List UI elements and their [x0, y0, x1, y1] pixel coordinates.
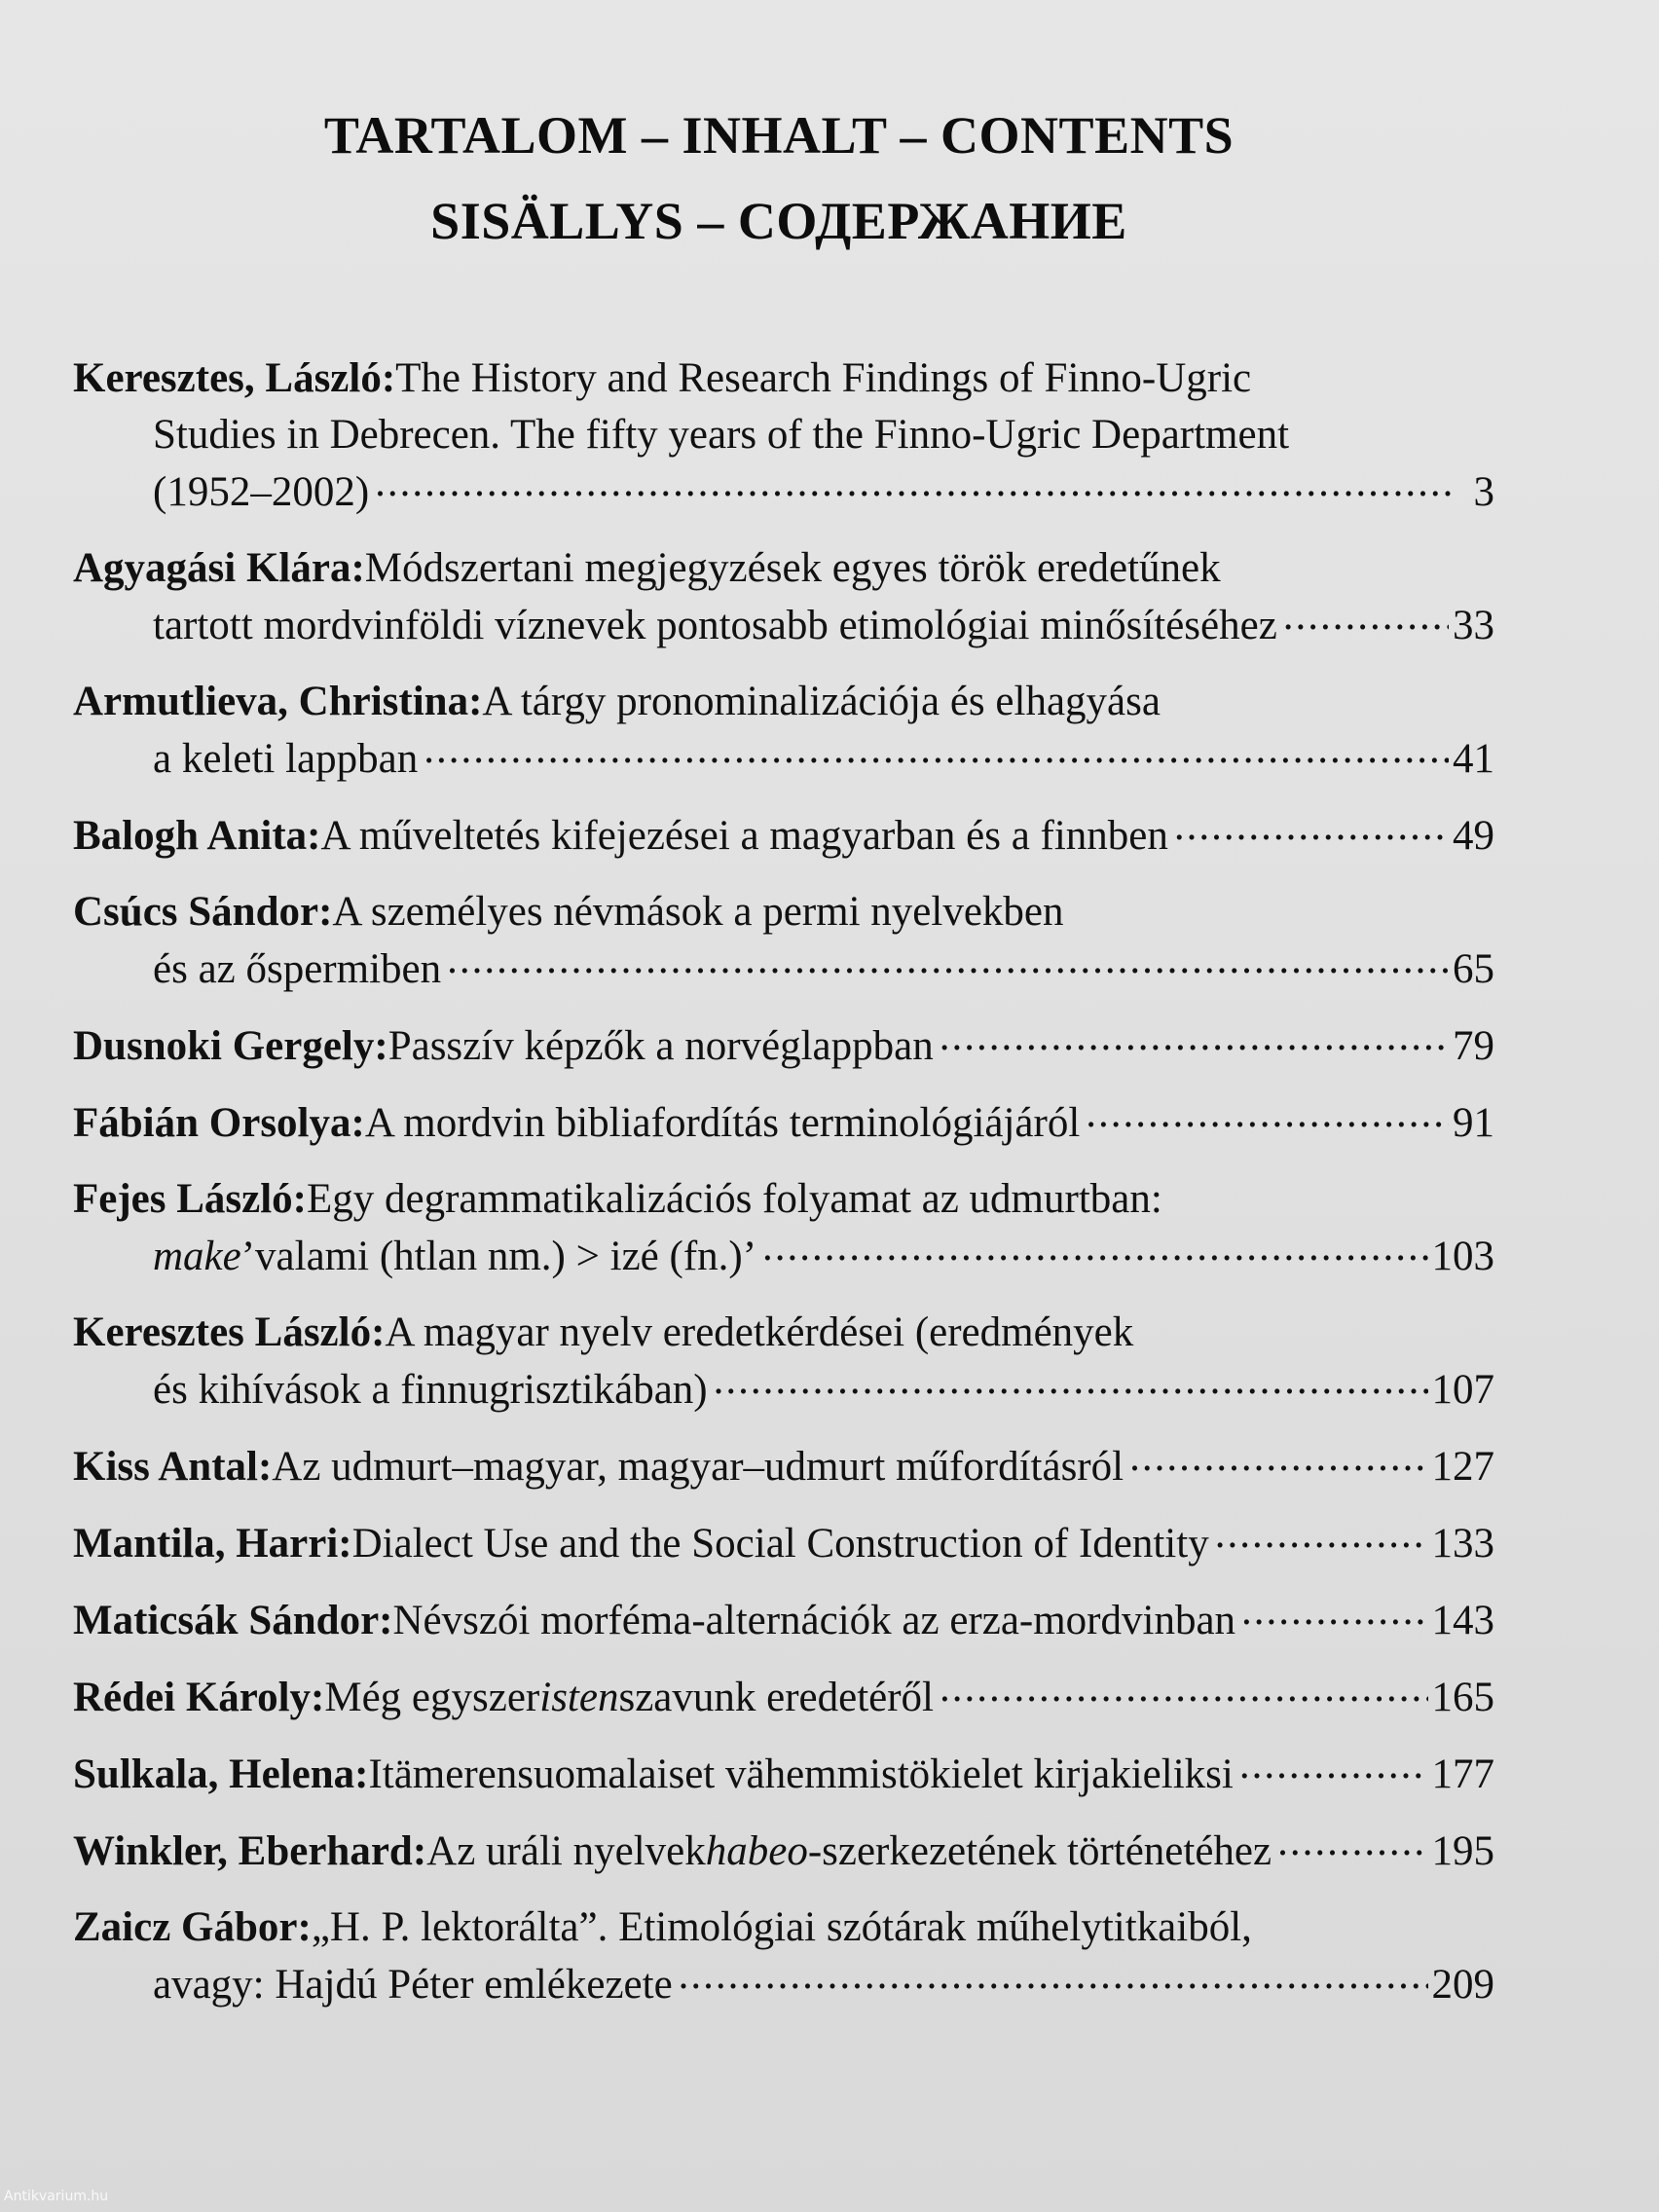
entry-title-continued: és az őspermiben — [153, 946, 442, 992]
entry-page-number: 3 — [1473, 469, 1494, 515]
entry-page-number: 65 — [1453, 946, 1494, 992]
entry-page-number: 127 — [1431, 1444, 1494, 1490]
entry-title: A mordvin bibliafordítás terminológiájáról — [364, 1100, 1081, 1146]
entry-title: Itämerensuomalaiset vähemmistökielet kirjakieliksi — [368, 1751, 1234, 1797]
entry-title: Az udmurt–magyar, magyar–udmurt műfordításról — [272, 1444, 1124, 1490]
table-of-contents — [73, 350, 1494, 2033]
entry-page-number: 107 — [1431, 1367, 1494, 1413]
toc-entry[interactable] — [73, 1017, 1494, 1075]
entry-author: Kiss Antal: — [73, 1444, 273, 1490]
entry-title-italic-word: isten — [539, 1675, 619, 1720]
toc-entry[interactable] — [73, 1823, 1494, 1880]
entry-author: Winkler, Eberhard: — [73, 1828, 427, 1874]
entry-title: A magyar nyelv eredetkérdései (eredmények — [385, 1309, 1134, 1355]
toc-entry[interactable] — [73, 350, 1494, 521]
entry-author: Zaicz Gábor: — [73, 1904, 312, 1950]
entry-page-number: 79 — [1453, 1023, 1494, 1069]
entry-title: A személyes névmások a permi nyelvekben — [332, 889, 1064, 935]
entry-page-number: 209 — [1431, 1962, 1494, 2008]
entry-page-number: 143 — [1431, 1598, 1494, 1643]
entry-title: The History and Research Findings of Finno-Ugric — [395, 355, 1252, 401]
entry-title-continued: (1952–2002) — [153, 469, 370, 515]
entry-title: Módszertani megjegyzések egyes török eredetűnek — [364, 545, 1221, 591]
entry-title-continued: tartott mordvinföldi víznevek pontosabb etimológiai minősítéséhez — [153, 603, 1277, 648]
toc-entry[interactable] — [73, 1094, 1494, 1152]
toc-entry[interactable] — [73, 1171, 1494, 1285]
entry-title: Még egyszer — [324, 1675, 540, 1720]
entry-title-continued: a keleti lappban — [153, 736, 419, 782]
entry-page-number: 103 — [1431, 1234, 1494, 1279]
dot-leader — [1239, 1746, 1428, 1788]
entry-author: Fejes László: — [73, 1176, 308, 1222]
entry-page-number: 49 — [1453, 813, 1494, 859]
entry-page-number: 177 — [1431, 1751, 1494, 1797]
page-subtitle: SISÄLLYS – СОДЕРЖАНИЕ — [430, 192, 1127, 250]
entry-author: Dusnoki Gergely: — [73, 1023, 388, 1069]
entry-page-number: 91 — [1453, 1100, 1494, 1146]
entry-page-number: 41 — [1453, 736, 1494, 782]
entry-author: Mantila, Harri: — [73, 1521, 352, 1567]
toc-entry[interactable] — [73, 1746, 1494, 1803]
dot-leader — [940, 1017, 1449, 1059]
entry-title-continued: és kihívások a finnugrisztikában) — [153, 1367, 708, 1413]
entry-title: Passzív képzők a norvéglappban — [387, 1023, 934, 1069]
toc-entry[interactable] — [73, 1515, 1494, 1572]
entry-title: A műveltetés kifejezései a magyarban és a finnben — [320, 813, 1168, 859]
dot-leader — [1241, 1592, 1427, 1634]
entry-title-continued: Studies in Debrecen. The fifty years of the Finno-Ugric Department — [153, 412, 1290, 458]
dot-leader — [1277, 1823, 1427, 1864]
entry-page-number: 195 — [1431, 1828, 1494, 1874]
entry-title-italic-word: make — [153, 1234, 241, 1279]
entry-author: Keresztes, László: — [73, 355, 396, 401]
entry-author: Agyagási Klára: — [73, 545, 365, 591]
toc-entry[interactable] — [73, 807, 1494, 865]
entry-author: Armutlieva, Christina: — [73, 679, 483, 724]
entry-title: Az uráli nyelvek — [426, 1828, 706, 1874]
page-title: TARTALOM – INHALT – CONTENTS — [323, 106, 1235, 165]
dot-leader — [1215, 1515, 1428, 1557]
entry-title-continued: -szerkezetének történetéhez — [807, 1828, 1272, 1874]
entry-title-italic-word: habeo — [705, 1828, 808, 1874]
toc-entry[interactable] — [73, 884, 1494, 998]
entry-title: Névszói morféma-alternációk az erza-mordvinban — [392, 1598, 1236, 1643]
entry-title: „H. P. lektorálta”. Etimológiai szótárak műhelytitkaiból, — [311, 1904, 1252, 1950]
entry-author: Rédei Károly: — [73, 1675, 325, 1720]
entry-author: Fábián Orsolya: — [73, 1100, 365, 1146]
toc-entry[interactable] — [73, 674, 1494, 788]
entry-page-number: 133 — [1431, 1521, 1494, 1567]
entry-title-continued: szavunk eredetéről — [618, 1675, 934, 1720]
watermark: Antikvarium.hu — [4, 2189, 109, 2204]
entry-title: Dialect Use and the Social Construction of Identity — [351, 1521, 1209, 1567]
toc-entry[interactable] — [73, 1438, 1494, 1495]
dot-leader — [940, 1669, 1428, 1711]
entry-title-continued: ’valami (htlan nm.) > izé (fn.)’ — [240, 1234, 757, 1279]
entry-title-continued: avagy: Hajdú Péter emlékezete — [153, 1962, 673, 2008]
dot-leader — [679, 1956, 1428, 1998]
entry-author: Balogh Anita: — [73, 813, 321, 859]
dot-leader — [762, 1228, 1427, 1270]
toc-entry[interactable] — [73, 1592, 1494, 1649]
entry-page-number: 165 — [1431, 1675, 1494, 1720]
dot-leader — [447, 940, 1449, 982]
entry-author: Sulkala, Helena: — [73, 1751, 369, 1797]
dot-leader — [424, 730, 1449, 772]
toc-entry[interactable] — [73, 540, 1494, 654]
dot-leader — [1283, 597, 1449, 639]
entry-author: Csúcs Sándor: — [73, 889, 333, 935]
dot-leader — [1086, 1094, 1449, 1136]
entry-author: Keresztes László: — [73, 1309, 386, 1355]
dot-leader — [375, 463, 1452, 505]
toc-entry[interactable] — [73, 1899, 1494, 2013]
toc-entry[interactable] — [73, 1669, 1494, 1726]
dot-leader — [714, 1361, 1428, 1403]
entry-author: Maticsák Sándor: — [73, 1598, 393, 1643]
entry-page-number: 33 — [1453, 603, 1494, 648]
dot-leader — [1129, 1438, 1427, 1480]
entry-title: A tárgy pronominalizációja és elhagyása — [482, 679, 1161, 724]
toc-entry[interactable] — [73, 1305, 1494, 1419]
entry-title: Egy degrammatikalizációs folyamat az udmurtban: — [307, 1176, 1162, 1222]
dot-leader — [1174, 807, 1449, 849]
